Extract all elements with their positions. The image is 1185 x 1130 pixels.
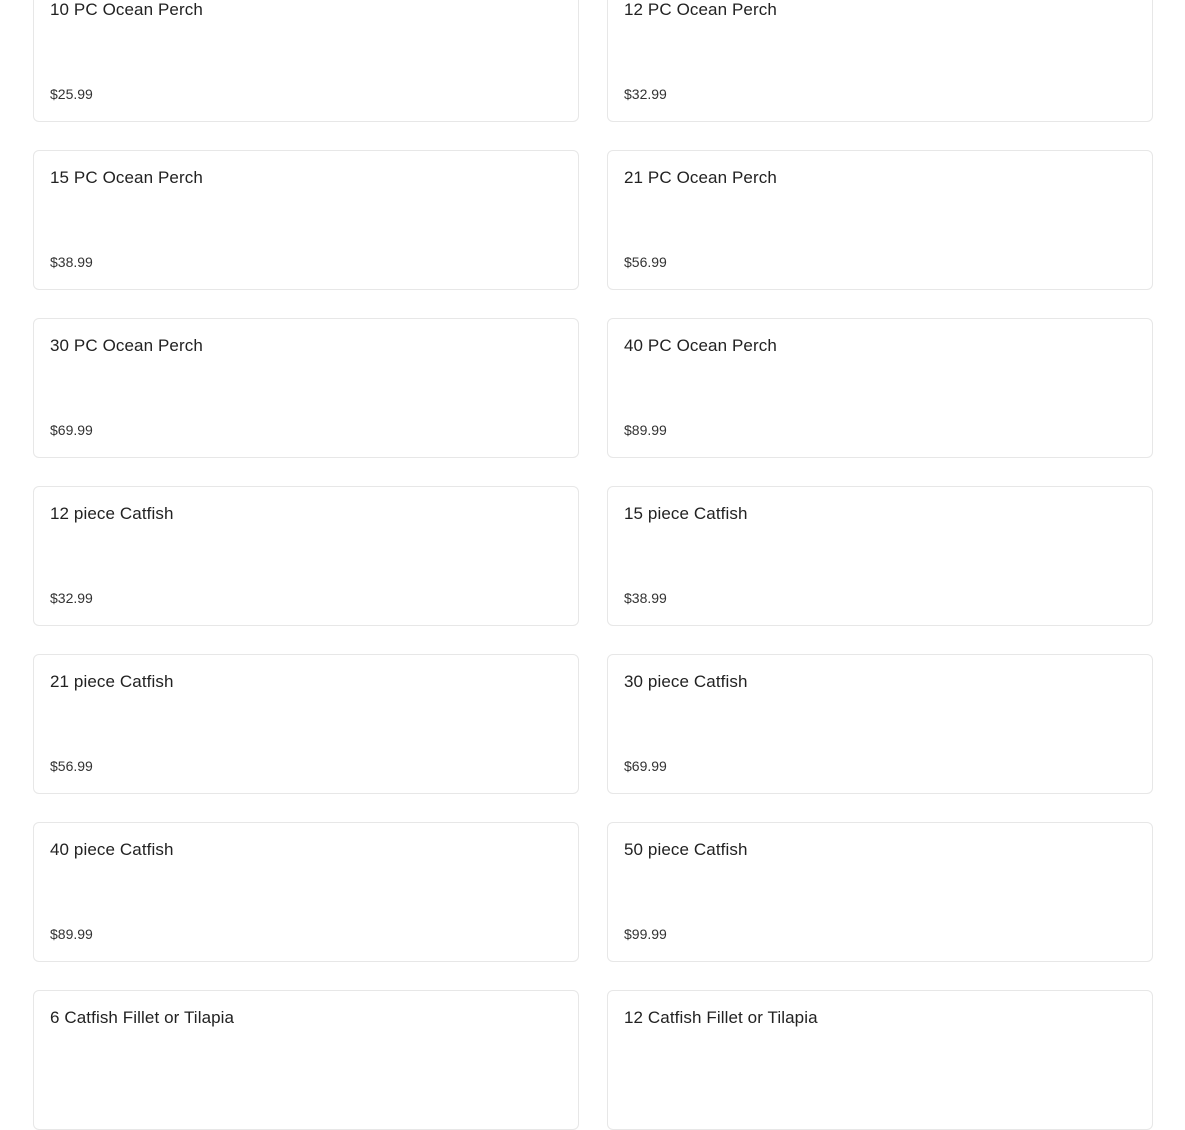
menu-item-name: 12 piece Catfish bbox=[50, 504, 174, 523]
menu-item-card[interactable] bbox=[607, 822, 1153, 962]
menu-item-name: 12 Catfish Fillet or Tilapia bbox=[624, 1008, 818, 1027]
menu-item-name: 50 piece Catfish bbox=[624, 840, 748, 859]
menu-item-name: 30 piece Catfish bbox=[624, 672, 748, 691]
menu-item-name: 30 PC Ocean Perch bbox=[50, 336, 203, 355]
menu-item-price: $56.99 bbox=[624, 254, 667, 270]
menu-item-card[interactable] bbox=[607, 654, 1153, 794]
menu-item-price: $32.99 bbox=[624, 86, 667, 102]
menu-item-price: $99.99 bbox=[624, 926, 667, 942]
menu-item-price: $32.99 bbox=[50, 590, 93, 606]
menu-item-name: 10 PC Ocean Perch bbox=[50, 0, 203, 19]
menu-item-price: $69.99 bbox=[50, 422, 93, 438]
menu-item-price: $69.99 bbox=[624, 758, 667, 774]
menu-item-card[interactable] bbox=[607, 0, 1153, 122]
menu-item-price: $38.99 bbox=[624, 590, 667, 606]
menu-item-name: 40 PC Ocean Perch bbox=[624, 336, 777, 355]
menu-item-name: 6 Catfish Fillet or Tilapia bbox=[50, 1008, 235, 1027]
menu-item-card[interactable] bbox=[607, 990, 1153, 1130]
menu-item-card[interactable] bbox=[607, 150, 1153, 290]
menu-item-card[interactable] bbox=[33, 150, 579, 290]
menu-item-price: $25.99 bbox=[50, 86, 93, 102]
menu-item-card[interactable] bbox=[607, 318, 1153, 458]
menu-item-price: $89.99 bbox=[50, 926, 93, 942]
menu-item-price: $38.99 bbox=[50, 254, 93, 270]
menu-item-name: 15 piece Catfish bbox=[624, 504, 748, 523]
menu-item-card[interactable] bbox=[33, 990, 579, 1130]
menu-item-name: 21 PC Ocean Perch bbox=[624, 168, 777, 187]
menu-item-price: $89.99 bbox=[624, 422, 667, 438]
menu-item-name: 21 piece Catfish bbox=[50, 672, 174, 691]
menu-item-card[interactable] bbox=[33, 0, 579, 122]
menu-item-name: 12 PC Ocean Perch bbox=[624, 0, 777, 19]
menu-item-name: 15 PC Ocean Perch bbox=[50, 168, 203, 187]
menu-item-price: $56.99 bbox=[50, 758, 93, 774]
menu-item-card[interactable] bbox=[607, 486, 1153, 626]
menu-item-card[interactable] bbox=[33, 654, 579, 794]
menu-item-name: 40 piece Catfish bbox=[50, 840, 174, 859]
menu-items-grid bbox=[33, 0, 1153, 1130]
menu-item-card[interactable] bbox=[33, 318, 579, 458]
menu-item-card[interactable] bbox=[33, 822, 579, 962]
menu-item-card[interactable] bbox=[33, 486, 579, 626]
